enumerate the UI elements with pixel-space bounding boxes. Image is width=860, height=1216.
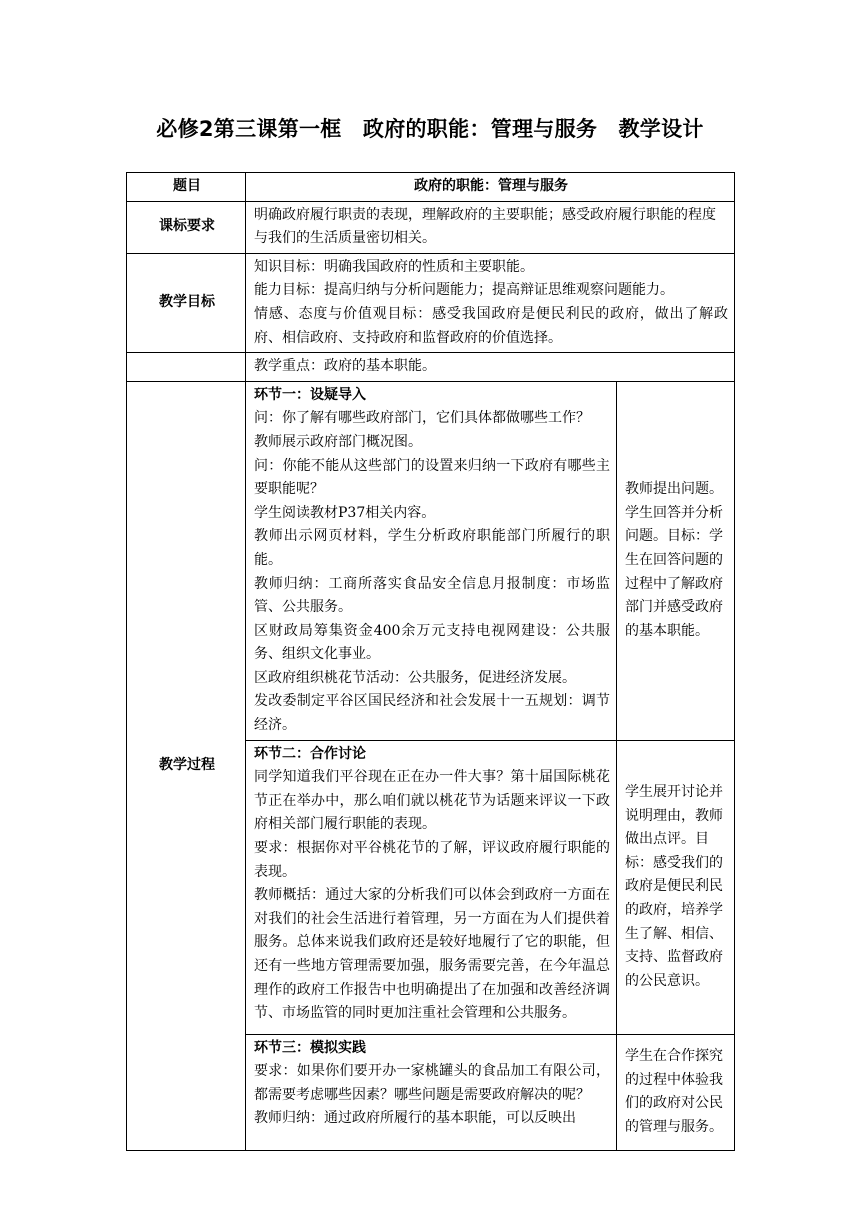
section-3-content [246, 1034, 617, 1150]
section-1-line: 区政府组织桃花节活动：公共服务，促进经济发展。 [254, 669, 576, 686]
section-3-heading: 环节三：模拟实践 [254, 1039, 366, 1056]
row-objectives [127, 253, 735, 352]
section-1-line: 教师归纳：工商所落实食品安全信息月报制度：市场监管、公共服务。 [254, 575, 610, 616]
section-2-note: 学生展开讨论并说明理由，教师做出点评。目标：感受我们的政府是便民利民的政府，培养学生了解、相信、支持、监督政府的公民意识。 [617, 740, 735, 1034]
topic-label: 题目 [127, 173, 246, 202]
focus-label-empty [127, 353, 246, 382]
section-2-line: 同学知道我们平谷现在正在办一件大事？第十届国际桃花节正在举办中，那么咱们就以桃花节为话题来评议一下政府相关部门履行职能的表现。 [254, 769, 610, 833]
section-1-line: 发改委制定平谷区国民经济和社会发展十一五规划：调节经济。 [254, 693, 610, 734]
section-1-heading: 环节一：设疑导入 [254, 386, 366, 403]
document-title: 必修2第三课第一框 政府的职能：管理与服务 教学设计 [156, 117, 704, 141]
section-1-line: 教师展示政府部门概况图。 [254, 433, 422, 450]
section-3-line: 教师归纳：通过政府所履行的基本职能，可以反映出 [254, 1110, 576, 1127]
row-focus [127, 353, 735, 382]
curriculum-text: 明确政府履行职责的表现，理解政府的主要职能；感受政府履行职能的程度与我们的生活质量密切相关。 [246, 201, 735, 253]
objectives-text [246, 253, 735, 352]
section-2-line: 要求：根据你对平谷桃花节的了解，评议政府履行职能的表现。 [254, 840, 610, 880]
section-3-line: 要求：如果你们要开办一家桃罐头的食品加工有限公司，都需要考虑哪些因素？哪些问题是需要政府解决的呢？ [254, 1063, 610, 1103]
row-topic [127, 173, 735, 202]
objective-ability: 能力目标：提高归纳与分析问题能力；提高辩证思维观察问题能力。 [254, 282, 674, 299]
section-3-note: 学生在合作探究的过程中体验我们的政府对公民的管理与服务。 [617, 1034, 735, 1150]
objective-values: 情感、态度与价值观目标：感受我国政府是便民利民的政府，做出了解政府、相信政府、支持政府和监督政府的价值选择。 [254, 305, 728, 346]
section-2-heading: 环节二：合作讨论 [254, 745, 366, 762]
topic-value: 政府的职能：管理与服务 [246, 173, 735, 202]
section-1-line: 区财政局筹集资金400余万元支持电视网建设：公共服务、组织文化事业。 [254, 622, 610, 663]
lesson-plan-table [126, 172, 735, 1151]
row-curriculum [127, 201, 735, 253]
section-1-note: 教师提出问题。学生回答并分析问题。目标：学生在回答问题的过程中了解政府部门并感受政府的基本职能。 [617, 381, 735, 740]
curriculum-label: 课标要求 [127, 201, 246, 253]
objectives-label: 教学目标 [127, 253, 246, 352]
row-section-1 [127, 381, 735, 740]
process-label: 教学过程 [127, 381, 246, 1150]
section-2-content [246, 740, 617, 1034]
focus-text: 教学重点：政府的基本职能。 [246, 353, 735, 382]
section-1-line: 学生阅读教材P37相关内容。 [254, 504, 436, 521]
objective-knowledge: 知识目标：明确我国政府的性质和主要职能。 [254, 258, 534, 275]
section-1-line: 问：你了解有哪些政府部门，它们具体都做哪些工作？ [254, 410, 590, 427]
section-2-line: 教师概括：通过大家的分析我们可以体会到政府一方面在对我们的社会生活进行着管理，另一方面在为人们提供着服务。总体来说我们政府还是较好地履行了它的职能，但还有一些地方管理需要加强，服务需要完善，在今年温总理作的政府工作报告中也明确提出了在加强和改善经济调节、市场监管的同时更加注重社会管理和公共服务。 [254, 887, 610, 1022]
section-1-content [246, 381, 617, 740]
section-1-line: 问：你能不能从这些部门的设置来归纳一下政府有哪些主要职能呢？ [254, 457, 610, 498]
section-1-line: 教师出示网页材料，学生分析政府职能部门所履行的职能。 [254, 528, 610, 568]
